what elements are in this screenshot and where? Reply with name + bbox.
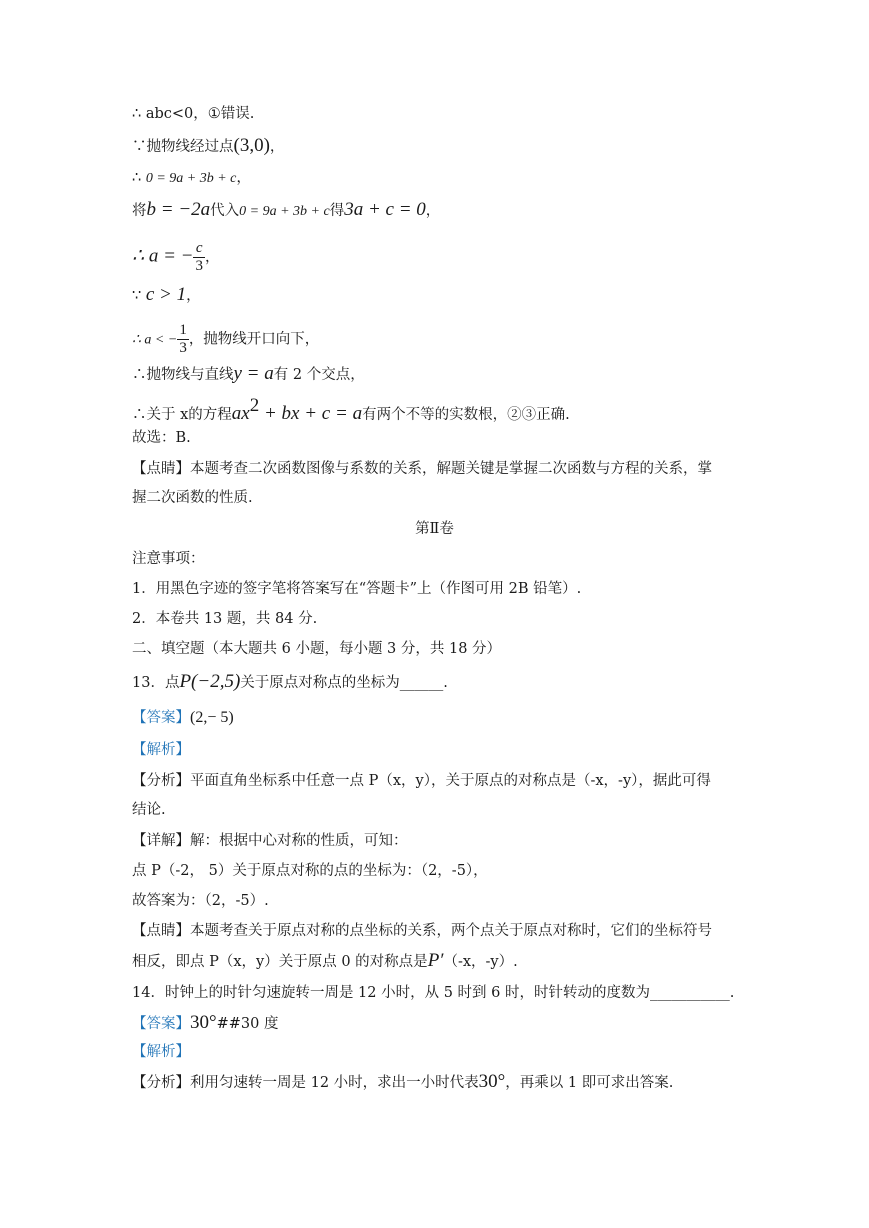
text: 有 2 个交点，: [273, 367, 365, 383]
line-analysis-14: [132, 1072, 673, 1093]
line-a-lt: [132, 322, 319, 357]
line-notice: [132, 549, 205, 569]
question-13: [132, 672, 448, 693]
line-analysis-1: [132, 771, 711, 791]
math: (2,− 5): [190, 709, 234, 726]
text: ，: [204, 249, 220, 266]
analysis-tag: 【解析】: [132, 742, 190, 758]
answer-13: [132, 708, 234, 728]
text: ，抛物线开口向下，: [188, 331, 320, 348]
text: ∴关于 x的方程: [132, 407, 232, 423]
text: 关于原点对称点的坐标为______.: [240, 675, 448, 691]
math: ∴ a = −: [132, 245, 194, 267]
text: ∵: [132, 288, 146, 304]
text: ，: [186, 288, 201, 304]
answer-tag: 【答案】: [132, 1016, 190, 1032]
line-abc-negative: [132, 104, 254, 124]
math-point: (3,0): [233, 135, 270, 156]
math: ∴ a < −: [132, 332, 178, 348]
text: 【点睛】本题考查关于原点对称的点坐标的关系，两个点关于原点对称时，它们的坐标符号: [132, 923, 712, 939]
text: 得: [329, 203, 345, 219]
text: 13．点: [132, 675, 180, 691]
text: 代入: [210, 203, 240, 219]
text: 【分析】平面直角坐标系中任意一点 P（x，y），关于原点的对称点是（-x，-y），据此可得: [132, 773, 711, 789]
denominator: 3: [179, 340, 187, 356]
line-choose: [132, 428, 191, 448]
question-14: [132, 983, 734, 1003]
line-detail: [132, 831, 408, 851]
math: y = a: [233, 363, 274, 384]
line-notice-1: [132, 579, 581, 599]
text: 故答案为：（2，-5）.: [132, 893, 269, 909]
analysis-tag-14: [132, 1042, 190, 1062]
text: 2．本卷共 13 题，共 84 分.: [132, 611, 318, 627]
line-detail-2: [132, 861, 488, 881]
line-a-equals: [132, 240, 219, 275]
line-answer-is: [132, 891, 269, 911]
line-part-two: [132, 639, 501, 659]
math: 30°: [190, 1012, 217, 1033]
text: 【点睛】本题考查二次函数图像与系数的关系，解题关键是掌握二次函数与方程的关系，掌: [132, 461, 712, 477]
text: ，: [269, 139, 285, 155]
text: 【分析】利用匀速转一周是 12 小时，求出一小时代表: [132, 1075, 479, 1091]
text: 握二次函数的性质.: [132, 490, 253, 506]
section-title: [0, 519, 869, 539]
math: P′: [427, 950, 444, 971]
math: c > 1: [145, 284, 187, 305]
text: 故选：B.: [132, 430, 191, 446]
text: 14．时钟上的时针匀速旋转一周是 12 小时，从 5 时到 6 时，时针转动的度数为___________.: [132, 985, 735, 1001]
line-substitute: [132, 200, 440, 222]
analysis-tag-13: [132, 740, 190, 760]
line-parabola-point: [132, 136, 284, 157]
math: ax: [231, 403, 250, 424]
numerator: 1: [179, 322, 187, 338]
math: 3a + c = 0: [344, 199, 426, 220]
text: 相反，即点 P（x，y）关于原点 0 的对称点是: [132, 954, 428, 970]
line-intersections: [132, 364, 365, 385]
math: 0 = 9a + 3b + c: [239, 204, 330, 219]
text: 将: [132, 203, 147, 219]
text: 1．用黑色字迹的签字笔将答案写在“答题卡”上（作图可用 2B 铅笔）.: [132, 581, 582, 597]
line-analysis-2: [132, 800, 166, 820]
answer-tag: 【答案】: [132, 710, 190, 726]
text: ∴: [132, 170, 146, 186]
line-c-gt-1: [132, 285, 201, 306]
text: 结论.: [132, 802, 166, 818]
line-notice-2: [132, 609, 317, 629]
text: ∴抛物线与直线: [132, 367, 234, 383]
math-equation: 0 = 9a + 3b + c: [145, 171, 237, 186]
text: ∴ abc<0，①错误.: [132, 106, 255, 122]
superscript: 2: [249, 395, 260, 416]
line-comment-4: [132, 951, 518, 972]
text: 【详解】解：根据中心对称的性质，可知：: [132, 833, 408, 849]
denominator: 3: [195, 258, 203, 274]
math: b = −2a: [146, 199, 211, 220]
line-roots: [132, 396, 570, 425]
text: 点 P（-2， 5）关于原点对称的点的坐标为：（2，-5），: [132, 863, 488, 879]
text: ∵抛物线经过点: [132, 139, 234, 155]
line-comment-1: [132, 459, 712, 479]
math: + bx + c = a: [259, 403, 363, 424]
text: ##30 度: [216, 1016, 279, 1032]
text: ，: [425, 203, 441, 219]
text: ，: [236, 170, 251, 186]
analysis-tag: 【解析】: [132, 1044, 190, 1060]
answer-14: [132, 1013, 278, 1034]
fraction: [177, 322, 189, 357]
text: 第Ⅱ卷: [415, 521, 454, 537]
numerator: c: [195, 240, 203, 256]
line-equation: [132, 168, 251, 189]
text: 注意事项：: [132, 551, 205, 567]
line-comment-3: [132, 921, 712, 941]
line-comment-2: [132, 488, 253, 508]
text: ，再乘以 1 即可求出答案.: [505, 1075, 674, 1091]
text: 二、填空题（本大题共 6 小题，每小题 3 分，共 18 分）: [132, 641, 502, 657]
text: （-x，-y）.: [443, 954, 518, 970]
fraction: [193, 240, 205, 275]
text: 有两个不等的实数根，②③正确.: [362, 407, 570, 423]
math: P(−2,5): [179, 671, 241, 692]
math: 30°: [478, 1071, 506, 1092]
